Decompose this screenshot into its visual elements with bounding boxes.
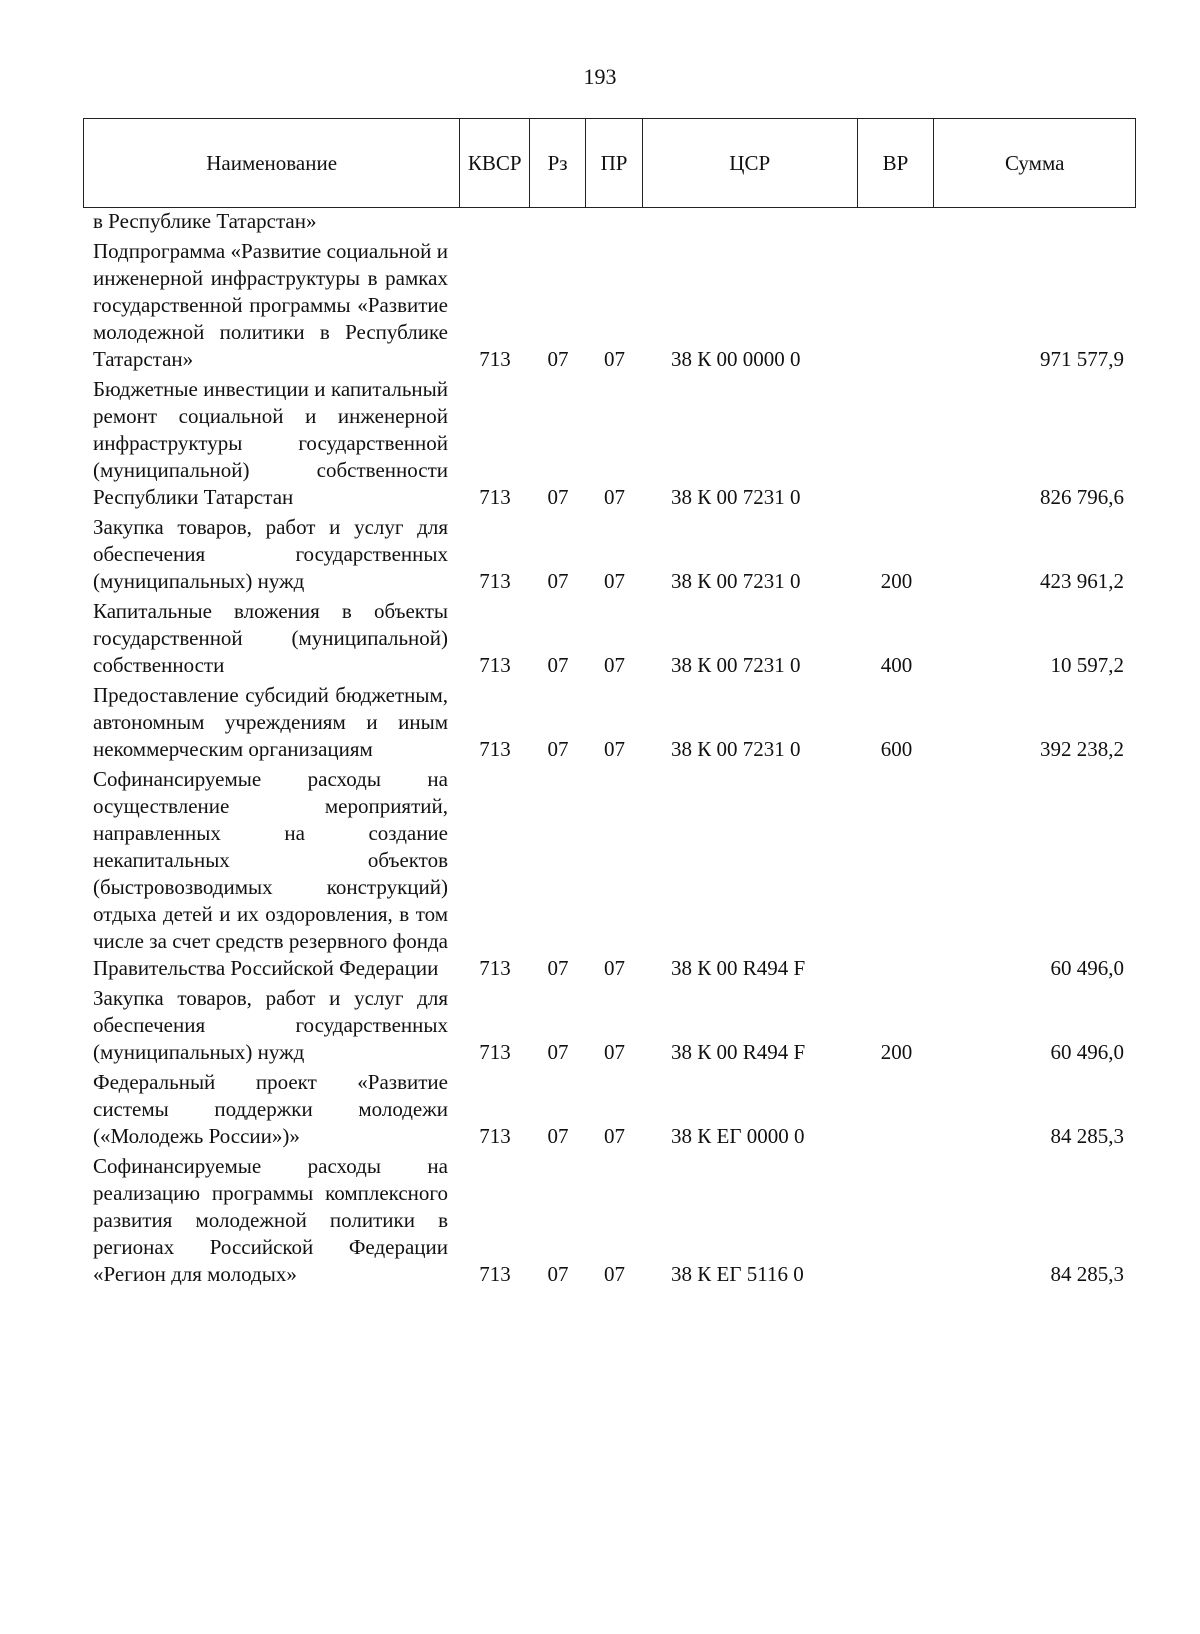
header-kvsr: КВСР: [460, 119, 530, 207]
table-row: [83, 376, 1136, 511]
row-vr: 400: [880, 653, 913, 677]
row-kvsr: 713: [479, 653, 511, 677]
row-name: Подпрограмма «Развитие социальной и инженерной инфраструктуры в рамках государственной программы «Развитие молодежной политики в Республике Татарстан»: [93, 239, 448, 371]
row-vr: 200: [880, 569, 913, 593]
row-rz: 07: [547, 1124, 569, 1148]
table-row: [83, 682, 1136, 763]
row-rz: 07: [547, 347, 569, 371]
row-name: Софинансируемые расходы на реализацию программы комплексного развития молодежной политики в регионах Российской Федерации «Регион для молодых»: [93, 1154, 448, 1286]
row-rz: 07: [547, 1262, 569, 1286]
table-row: [83, 238, 1136, 373]
row-csr: 38 К 00 7231 0: [671, 485, 801, 509]
row-name: Бюджетные инвестиции и капитальный ремонт социальной и инженерной инфраструктуры государственной (муниципальной) собственности Республики Татарстан: [93, 377, 448, 509]
row-pr: 07: [604, 485, 625, 509]
header-csr: ЦСР: [643, 119, 858, 207]
row-pr: 07: [604, 737, 625, 761]
row-kvsr: 713: [479, 1124, 511, 1148]
row-pr: 07: [604, 653, 625, 677]
row-pr: 07: [604, 569, 625, 593]
table-header: [83, 118, 1136, 208]
row-pr: 07: [604, 956, 625, 980]
row-csr: 38 К 00 7231 0: [671, 653, 801, 677]
row-name: Предоставление субсидий бюджетным, автономным учреждениям и иным некоммерческим организациям: [93, 683, 448, 761]
row-csr: 38 К ЕГ 5116 0: [671, 1262, 804, 1286]
row-rz: 07: [547, 956, 569, 980]
row-pr: 07: [604, 347, 625, 371]
row-pr: 07: [604, 1124, 625, 1148]
table-row: [83, 598, 1136, 679]
row-rz: 07: [547, 737, 569, 761]
table-body: [83, 208, 1136, 1288]
row-kvsr: 713: [479, 485, 511, 509]
row-pr: 07: [604, 1262, 625, 1286]
row-name: в Республике Татарстан»: [93, 209, 317, 233]
row-csr: 38 К 00 R494 F: [671, 956, 806, 980]
row-sum: 423 961,2: [1040, 569, 1124, 593]
table-row: [83, 766, 1136, 982]
row-csr: 38 К 00 7231 0: [671, 569, 801, 593]
row-name: Капитальные вложения в объекты государственной (муниципальной) собственности: [93, 599, 448, 677]
row-kvsr: 713: [479, 569, 511, 593]
row-rz: 07: [547, 653, 569, 677]
row-kvsr: 713: [479, 1040, 511, 1064]
table-row: [83, 514, 1136, 595]
page-number: 193: [583, 64, 617, 89]
row-name: Софинансируемые расходы на осуществление мероприятий, направленных на создание некапитальных объектов (быстровозводимых конструкций) отдыха детей и их оздоровления, в том числе за счет средств резервного фонда Правительства Российской Федерации: [93, 767, 448, 980]
row-csr: 38 К 00 0000 0: [671, 347, 801, 371]
header-vr: ВР: [858, 119, 935, 207]
table-row: [83, 1069, 1136, 1150]
table-row: [83, 1153, 1136, 1288]
row-kvsr: 713: [479, 737, 511, 761]
row-sum: 84 285,3: [1050, 1124, 1124, 1148]
row-pr: 07: [604, 1040, 625, 1064]
row-csr: 38 К ЕГ 0000 0: [671, 1124, 805, 1148]
row-csr: 38 К 00 R494 F: [671, 1040, 806, 1064]
row-sum: 60 496,0: [1050, 956, 1124, 980]
table-row: [83, 208, 1136, 235]
row-kvsr: 713: [479, 956, 511, 980]
row-kvsr: 713: [479, 1262, 511, 1286]
header-sum: Сумма: [1004, 150, 1065, 175]
row-sum: 84 285,3: [1050, 1262, 1124, 1286]
row-sum: 826 796,6: [1040, 485, 1124, 509]
row-name: Закупка товаров, работ и услуг для обеспечения государственных (муниципальных) нужд: [93, 515, 448, 593]
row-rz: 07: [547, 1040, 569, 1064]
row-vr: 200: [880, 1040, 913, 1064]
row-sum: 392 238,2: [1040, 737, 1124, 761]
row-rz: 07: [547, 569, 569, 593]
header-name: Наименование: [84, 119, 460, 207]
header-rz: Рз: [530, 119, 586, 207]
row-rz: 07: [547, 485, 569, 509]
row-sum: 60 496,0: [1050, 1040, 1124, 1064]
row-kvsr: 713: [479, 347, 511, 371]
row-vr: 600: [880, 737, 913, 761]
row-sum: 971 577,9: [1040, 347, 1124, 371]
header-pr: ПР: [586, 119, 643, 207]
row-name: Закупка товаров, работ и услуг для обеспечения государственных (муниципальных) нужд: [93, 986, 448, 1064]
row-csr: 38 К 00 7231 0: [671, 737, 801, 761]
row-sum: 10 597,2: [1050, 653, 1124, 677]
table-row: [83, 985, 1136, 1066]
row-name: Федеральный проект «Развитие системы поддержки молодежи («Молодежь России»)»: [93, 1070, 448, 1148]
